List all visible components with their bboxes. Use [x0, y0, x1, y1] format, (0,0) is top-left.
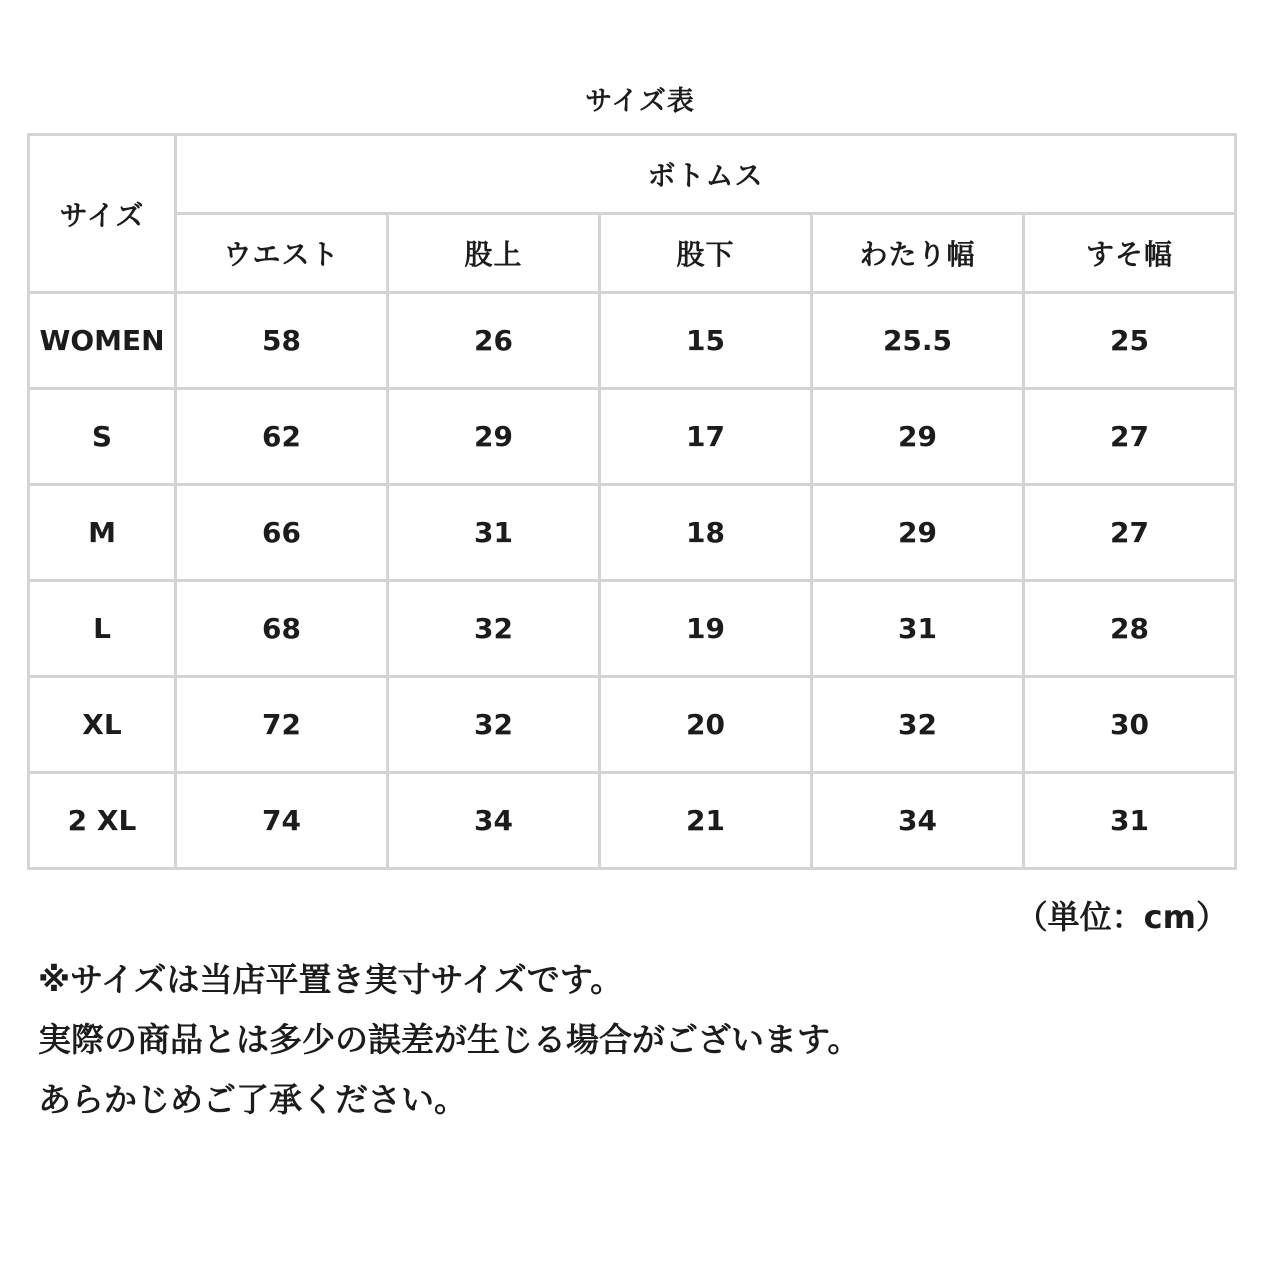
row-size-label: S	[29, 389, 176, 485]
table-cell: 15	[600, 293, 812, 389]
table-cell: 29	[812, 485, 1024, 581]
disclaimer-notes	[38, 950, 1238, 1130]
table-cell: 18	[600, 485, 812, 581]
table-row	[29, 581, 1236, 677]
row-size-label: M	[29, 485, 176, 581]
table-cell: 20	[600, 677, 812, 773]
table-cell: 72	[176, 677, 388, 773]
note-line: あらかじめご了承ください。	[38, 1080, 467, 1119]
table-cell: 66	[176, 485, 388, 581]
table-cell: 27	[1024, 389, 1236, 485]
table-cell: 30	[1024, 677, 1236, 773]
table-row	[29, 773, 1236, 869]
column-header-thigh-width: わたり幅	[812, 214, 1024, 293]
corner-header-size: サイズ	[29, 135, 176, 293]
table-cell: 58	[176, 293, 388, 389]
table-row	[29, 677, 1236, 773]
table-cell: 62	[176, 389, 388, 485]
table-cell: 31	[388, 485, 600, 581]
row-size-label: WOMEN	[29, 293, 176, 389]
table-cell: 25.5	[812, 293, 1024, 389]
page-title: サイズ表	[585, 86, 695, 117]
table-cell: 17	[600, 389, 812, 485]
table-cell: 21	[600, 773, 812, 869]
unit-note: （単位：cm）	[1015, 898, 1228, 936]
table-cell: 68	[176, 581, 388, 677]
table-cell: 34	[812, 773, 1024, 869]
table-row	[29, 293, 1236, 389]
table-cell: 34	[388, 773, 600, 869]
row-size-label: 2 XL	[29, 773, 176, 869]
table-cell: 32	[812, 677, 1024, 773]
column-header-waist: ウエスト	[176, 214, 388, 293]
table-cell: 32	[388, 677, 600, 773]
group-header-bottoms: ボトムス	[176, 135, 1236, 214]
table-row	[29, 389, 1236, 485]
column-header-rise: 股上	[388, 214, 600, 293]
table-cell: 27	[1024, 485, 1236, 581]
row-size-label: XL	[29, 677, 176, 773]
table-cell: 25	[1024, 293, 1236, 389]
column-header-hem-width: すそ幅	[1024, 214, 1236, 293]
table-cell: 31	[1024, 773, 1236, 869]
note-line: ※サイズは当店平置き実寸サイズです。	[38, 960, 624, 999]
table-cell: 29	[812, 389, 1024, 485]
table-cell: 74	[176, 773, 388, 869]
row-size-label: L	[29, 581, 176, 677]
size-table	[27, 133, 1237, 870]
column-header-inseam: 股下	[600, 214, 812, 293]
table-cell: 31	[812, 581, 1024, 677]
table-cell: 29	[388, 389, 600, 485]
note-line: 実際の商品とは多少の誤差が生じる場合がございます。	[38, 1020, 861, 1059]
table-cell: 32	[388, 581, 600, 677]
table-cell: 28	[1024, 581, 1236, 677]
table-cell: 19	[600, 581, 812, 677]
table-row	[29, 485, 1236, 581]
table-cell: 26	[388, 293, 600, 389]
